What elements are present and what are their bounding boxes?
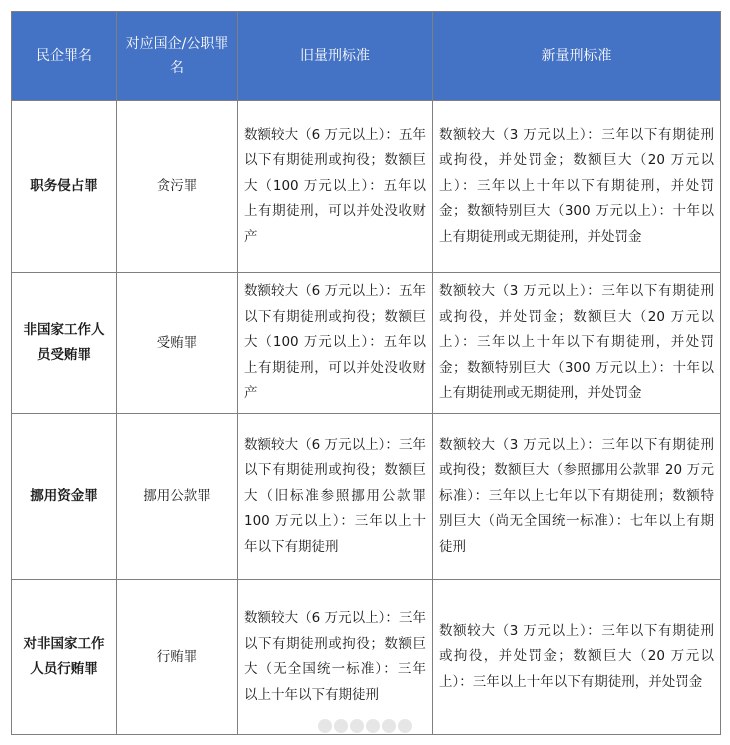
header-soe-crime: 对应国企/公职罪名: [117, 12, 238, 101]
watermark-dot-icon: [334, 719, 348, 733]
watermark-dot-icon: [382, 719, 396, 733]
new-standard-cell: 数额较大（3 万元以上）：三年以下有期徒刑或拘役，并处罚金；数额巨大（20 万元以上）：三年以上十年以下有期徒刑，并处罚金: [433, 580, 721, 735]
soe-crime-cell: 贪污罪: [117, 101, 238, 273]
private-crime-cell: 非国家工作人员受贿罪: [12, 273, 117, 414]
sentencing-comparison-table: [11, 11, 721, 735]
watermark-dot-icon: [318, 719, 332, 733]
table-header-row: [12, 12, 721, 101]
watermark: [318, 715, 426, 731]
table-row: [12, 414, 721, 580]
header-old-standard: 旧量刑标准: [238, 12, 433, 101]
old-standard-cell: 数额较大（6 万元以上）：三年以下有期徒刑或拘役；数额巨大（旧标准参照挪用公款罪 100 万元以上）：三年以上十年以下有期徒刑: [238, 414, 433, 580]
new-standard-cell: 数额较大（3 万元以上）：三年以下有期徒刑或拘役，并处罚金；数额巨大（20 万元以上）：三年以上十年以下有期徒刑，并处罚金；数额特别巨大（300 万元以上）：十年以上有期徒刑或无期徒刑，并处罚金: [433, 273, 721, 414]
watermark-dot-icon: [350, 719, 364, 733]
table-row: [12, 273, 721, 414]
new-standard-cell: 数额较大（3 万元以上）：三年以下有期徒刑或拘役；数额巨大（参照挪用公款罪 20 万元标准）：三年以上七年以下有期徒刑；数额特别巨大（尚无全国统一标准）：七年以上有期徒刑: [433, 414, 721, 580]
table-row: [12, 101, 721, 273]
private-crime-cell: 挪用资金罪: [12, 414, 117, 580]
old-standard-cell: 数额较大（6 万元以上）：五年以下有期徒刑或拘役；数额巨大（100 万元以上）：五年以上有期徒刑，可以并处没收财产: [238, 101, 433, 273]
private-crime-cell: 职务侵占罪: [12, 101, 117, 273]
soe-crime-cell: 挪用公款罪: [117, 414, 238, 580]
old-standard-cell: 数额较大（6 万元以上）：五年以下有期徒刑或拘役；数额巨大（100 万元以上）：五年以上有期徒刑，可以并处没收财产: [238, 273, 433, 414]
comparison-table-container: [11, 11, 720, 735]
soe-crime-cell: 行贿罪: [117, 580, 238, 735]
private-crime-cell: 对非国家工作人员行贿罪: [12, 580, 117, 735]
watermark-dot-icon: [398, 719, 412, 733]
soe-crime-cell: 受贿罪: [117, 273, 238, 414]
watermark-dot-icon: [366, 719, 380, 733]
header-private-crime: 民企罪名: [12, 12, 117, 101]
table-row: [12, 580, 721, 735]
new-standard-cell: 数额较大（3 万元以上）：三年以下有期徒刑或拘役，并处罚金；数额巨大（20 万元以上）：三年以上十年以下有期徒刑，并处罚金；数额特别巨大（300 万元以上）：十年以上有期徒刑或无期徒刑，并处罚金: [433, 101, 721, 273]
header-new-standard: 新量刑标准: [433, 12, 721, 101]
old-standard-cell: 数额较大（6 万元以上）：三年以下有期徒刑或拘役；数额巨大（无全国统一标准）：三年以上十年以下有期徒刑: [238, 580, 433, 735]
